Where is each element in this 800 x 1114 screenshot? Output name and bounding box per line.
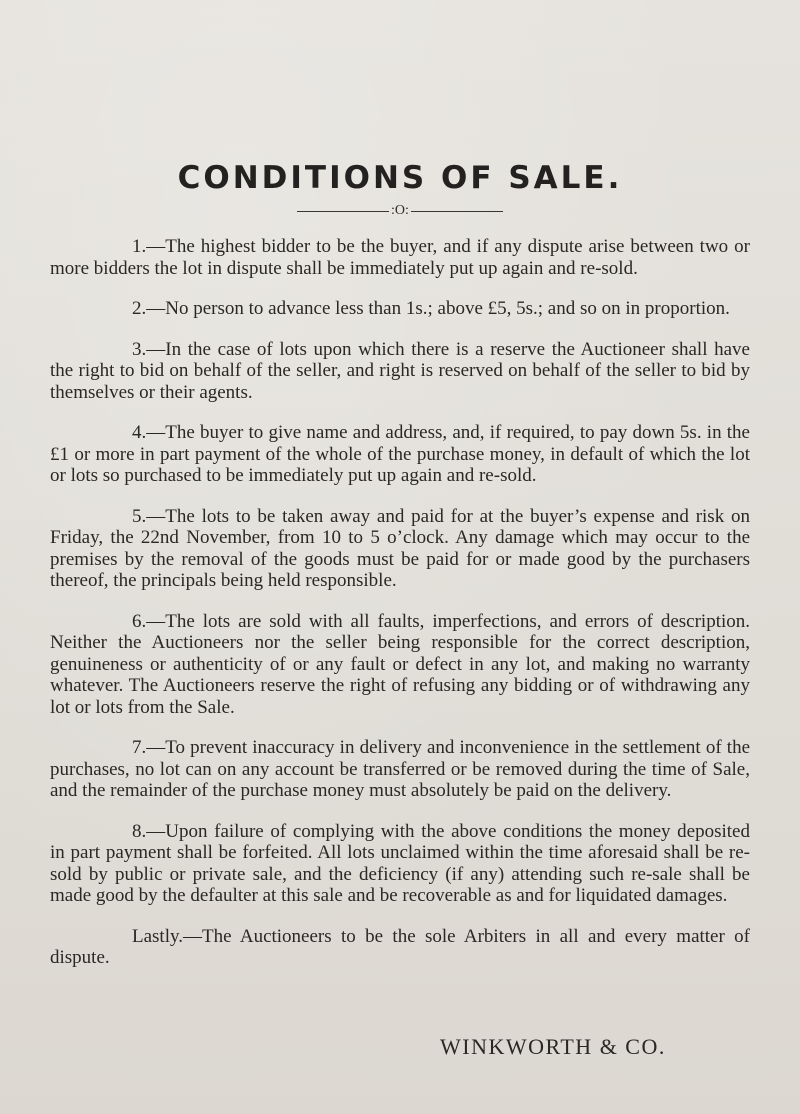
condition-6: 6.—The lots are sold with all faults, imperfections, and errors of description. Neither the Auctioneers nor the seller being responsible for the correct description, genuineness or authenticity of or any fault or defect in any lot, and making no warranty whatever. The Auctioneers reserve the right of refusing any bidding or of withdrawing any lot or lots from the Sale. — [50, 610, 750, 718]
auctioneer-signature: WINKWORTH & CO. — [440, 1034, 666, 1059]
ornament-line-right — [411, 211, 503, 212]
ornament-line-left — [297, 211, 389, 212]
condition-2: 2.—No person to advance less than 1s.; above £5, 5s.; and so on in proportion. — [132, 298, 730, 319]
condition-3: 3.—In the case of lots upon which there is a reserve the Auctioneer shall have the right to bid on behalf of the seller, and right is reserved on behalf of the seller to bid by themselves or their agents. — [50, 338, 750, 403]
condition-4: 4.—The buyer to give name and address, and, if required, to pay down 5s. in the £1 or more in part payment of the whole of the purchase money, in default of which the lot or lots so purchased to be immediately put up again and re-sold. — [50, 422, 750, 486]
condition-5: 5.—The lots to be taken away and paid for at the buyer’s expense and risk on Friday, the 22nd November, from 10 to 5 o’clock. Any damage which may occur to the premises by the removal of the goods must be paid for or made good by the purchasers thereof, the principals being held responsible. — [50, 505, 750, 591]
condition-lastly: Lastly.—The Auctioneers to be the sole Arbiters in all and every matter of dispute. — [50, 925, 750, 968]
title-ornament — [0, 204, 800, 218]
ornament-mark: :O: — [391, 203, 409, 218]
page-title: CONDITIONS OF SALE. — [177, 160, 623, 196]
condition-1: 1.—The highest bidder to be the buyer, and if any dispute arise between two or more bidders the lot in dispute shall be immediately put up again and re-sold. — [50, 236, 750, 279]
conditions-list — [50, 236, 750, 988]
condition-7: 7.—To prevent inaccuracy in delivery and inconvenience in the settlement of the purchases, no lot can on any account be transferred or be removed during the time of Sale, and the remainder of the purchase money must absolutely be paid on the delivery. — [50, 737, 750, 801]
condition-8: 8.—Upon failure of complying with the above conditions the money deposited in part payment shall be forfeited. All lots unclaimed within the time aforesaid shall be re-sold by public or private sale, and the deficiency (if any) attending such re-sale shall be made good by the defaulter at this sale and be recoverable as and for liquidated damages. — [50, 820, 750, 906]
